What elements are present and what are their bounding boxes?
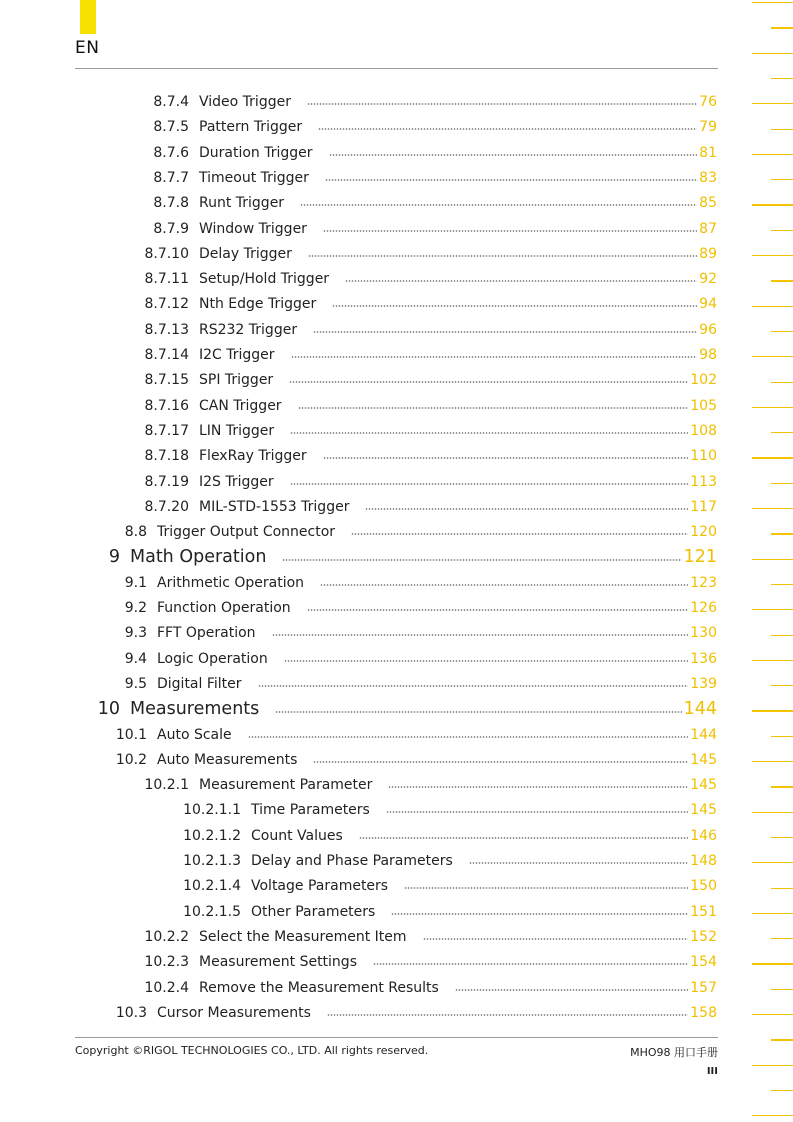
header-divider [75, 68, 718, 69]
toc-entry-title[interactable]: Other Parameters [251, 903, 376, 920]
toc-entry-title[interactable]: Digital Filter [157, 675, 242, 692]
toc-entry-title[interactable]: Select the Measurement Item [199, 928, 407, 945]
toc-entry-page[interactable]: 117 [690, 498, 717, 515]
toc-entry[interactable] [139, 243, 717, 265]
toc-entry-title[interactable]: Duration Trigger [199, 144, 313, 161]
page-number: III [706, 1066, 718, 1077]
toc-leader-dots [325, 179, 697, 181]
toc-entry-number: 10.2.1.5 [183, 903, 241, 920]
toc-entry[interactable] [139, 774, 717, 796]
toc-entry-title[interactable]: Time Parameters [251, 802, 370, 819]
toc-entry-page[interactable]: 130 [690, 625, 717, 642]
toc-entry-number: 10.1 [115, 726, 147, 743]
toc-entry-number: 8.7.20 [144, 498, 189, 515]
toc-entry-number: 10.2.4 [144, 979, 189, 996]
ruler-tick [752, 1115, 793, 1116]
toc-entry[interactable] [139, 496, 717, 518]
ruler-tick [752, 812, 793, 813]
toc-leader-dots [307, 609, 689, 611]
toc-entry-number: 8.7.17 [144, 422, 189, 439]
language-label: EN [75, 38, 100, 58]
section-tab-marker [80, 0, 96, 34]
toc-entry[interactable] [139, 142, 717, 164]
toc-entry-title[interactable]: SPI Trigger [199, 372, 274, 389]
ruler-tick [771, 989, 793, 990]
ruler-tick [752, 508, 793, 509]
toc-entry[interactable] [139, 977, 717, 999]
toc-entry-page[interactable]: 96 [699, 321, 717, 338]
toc-entry-page[interactable]: 113 [690, 473, 717, 490]
toc-leader-dots [282, 559, 681, 561]
toc-entry[interactable] [107, 673, 717, 695]
toc-entry-title[interactable]: Window Trigger [199, 220, 307, 237]
toc-entry-number: 10.2 [115, 751, 147, 768]
ruler-tick [752, 660, 793, 661]
toc-entry-number: 10.2.1.2 [183, 827, 241, 844]
toc-leader-dots [284, 660, 689, 662]
toc-entry[interactable] [107, 521, 717, 543]
toc-leader-dots [332, 305, 697, 307]
toc-entry-number: 8.7.9 [153, 220, 189, 237]
toc-entry[interactable] [139, 293, 717, 315]
toc-entry-title[interactable]: Setup/Hold Trigger [199, 271, 330, 288]
toc-leader-dots [365, 508, 688, 510]
toc-entry[interactable] [181, 875, 717, 897]
toc-entry-page[interactable]: 79 [699, 119, 717, 136]
toc-entry-title[interactable]: Measurements [130, 699, 260, 720]
toc-entry[interactable] [181, 901, 717, 923]
toc-entry-page[interactable]: 148 [690, 853, 717, 869]
ruler-tick [752, 255, 793, 256]
toc-entry-title[interactable]: Logic Operation [157, 650, 268, 667]
toc-entry-title[interactable]: FlexRay Trigger [199, 448, 307, 465]
toc-entry-page[interactable]: 85 [699, 195, 717, 212]
toc-entry-title[interactable]: Remove the Measurement Results [199, 979, 439, 996]
toc-entry-number: 8.7.11 [144, 271, 189, 288]
toc-entry-number: 8.7.8 [153, 195, 189, 212]
toc-entry[interactable] [139, 319, 717, 341]
toc-entry-number: 9.2 [124, 600, 147, 616]
toc-entry-page[interactable]: 136 [690, 650, 717, 667]
toc-entry-number: 8.7.16 [144, 397, 189, 414]
toc-entry-number: 8.7.4 [153, 94, 189, 110]
toc-entry-page[interactable]: 81 [699, 144, 717, 161]
ruler-tick [752, 913, 793, 914]
toc-entry-page[interactable]: 145 [690, 777, 717, 794]
toc-entry-number: 10.3 [115, 1004, 147, 1021]
toc-entry-number: 10.2.3 [144, 954, 189, 971]
toc-leader-dots [313, 331, 697, 333]
toc-entry[interactable] [139, 471, 717, 493]
toc-entry-title[interactable]: Auto Measurements [157, 751, 298, 768]
toc-entry-page[interactable]: 151 [690, 903, 717, 920]
toc-entry-title[interactable]: Measurement Settings [199, 954, 357, 971]
toc-leader-dots [272, 634, 689, 636]
ruler-tick [752, 862, 793, 863]
toc-entry-title[interactable]: Auto Scale [157, 726, 232, 743]
ruler-tick [771, 179, 793, 180]
ruler-tick [771, 837, 793, 838]
toc-leader-dots [318, 128, 697, 130]
ruler-tick [752, 204, 793, 205]
ruler-tick [771, 27, 793, 28]
toc-entry[interactable] [107, 622, 717, 644]
toc-entry[interactable] [139, 344, 717, 366]
ruler-tick [771, 331, 793, 332]
ruler-tick [752, 761, 793, 762]
toc-entry-page[interactable]: 108 [690, 422, 717, 439]
ruler-tick [771, 230, 793, 231]
toc-entry-number: 8.7.5 [153, 119, 189, 136]
toc-entry-number: 8.7.6 [153, 144, 189, 161]
toc-entry[interactable] [107, 572, 717, 594]
toc-entry-title[interactable]: I2C Trigger [199, 347, 275, 363]
toc-entry-title[interactable]: Math Operation [130, 547, 267, 568]
ruler-tick [771, 736, 793, 737]
toc-leader-dots [329, 154, 698, 156]
toc-entry-page[interactable]: 123 [690, 574, 717, 591]
document-title: MHO98 用口手册 [630, 1046, 718, 1059]
toc-entry[interactable] [181, 799, 717, 821]
ruler-tick [752, 559, 793, 560]
toc-leader-dots [300, 204, 697, 206]
toc-entry[interactable] [139, 268, 717, 290]
toc-entry[interactable] [139, 395, 717, 417]
ruler-tick [752, 710, 793, 711]
toc-leader-dots [313, 761, 688, 763]
toc-entry-page[interactable]: 145 [690, 802, 717, 819]
toc-entry-page[interactable]: 146 [690, 827, 717, 844]
toc-entry-number: 9.4 [124, 650, 147, 667]
toc-leader-dots [248, 736, 689, 738]
toc-entry[interactable] [139, 420, 717, 442]
ruler-tick [771, 1090, 793, 1091]
toc-entry-title[interactable]: Delay Trigger [199, 245, 292, 262]
toc-entry-title[interactable]: FFT Operation [157, 625, 256, 642]
toc-leader-dots [386, 811, 688, 813]
toc-entry[interactable] [139, 951, 717, 973]
ruler-tick [771, 483, 793, 484]
toc-entry-title[interactable]: Count Values [251, 827, 343, 844]
toc-entry-title[interactable]: Pattern Trigger [199, 119, 303, 136]
ruler-tick [752, 154, 793, 155]
margin-ruler [752, 0, 793, 1122]
ruler-tick [752, 2, 793, 3]
toc-entry[interactable] [139, 445, 717, 467]
footer-divider [75, 1037, 718, 1038]
toc-entry-number: 9 [108, 547, 120, 568]
toc-entry[interactable] [107, 1002, 717, 1024]
toc-entry-page[interactable]: 154 [690, 954, 717, 971]
ruler-tick [771, 685, 793, 686]
toc-entry[interactable] [181, 850, 717, 872]
toc-leader-dots [327, 1014, 688, 1016]
toc-entry[interactable] [139, 369, 717, 391]
toc-entry[interactable] [139, 218, 717, 240]
toc-entry-number: 9.5 [124, 675, 147, 692]
toc-entry-page[interactable]: 144 [690, 726, 717, 743]
ruler-tick [752, 407, 793, 408]
toc-entry-title[interactable]: Delay and Phase Parameters [251, 853, 453, 869]
ruler-tick [771, 1039, 793, 1040]
toc-entry-title[interactable]: Trigger Output Connector [157, 524, 336, 541]
toc-entry-page[interactable]: 139 [690, 675, 717, 692]
toc-entry-page[interactable]: 144 [683, 699, 717, 720]
toc-entry-title[interactable]: Video Trigger [199, 94, 291, 110]
toc-leader-dots [291, 356, 698, 358]
toc-entry-number: 9.1 [124, 574, 147, 591]
toc-leader-dots [290, 483, 689, 485]
ruler-tick [752, 53, 793, 54]
toc-leader-dots [351, 533, 688, 535]
toc-leader-dots [388, 786, 688, 788]
toc-entry-number: 10.2.1.4 [183, 878, 241, 895]
ruler-tick [752, 963, 793, 964]
copyright-text: Copyright ©RIGOL TECHNOLOGIES CO., LTD. All rights reserved. [75, 1044, 429, 1057]
toc-entry-title[interactable]: I2S Trigger [199, 473, 274, 490]
toc-entry-page[interactable]: 121 [683, 547, 717, 568]
toc-entry-page[interactable]: 120 [690, 524, 717, 541]
toc-entry-page[interactable]: 105 [690, 397, 717, 414]
toc-entry-number: 8.7.13 [144, 321, 189, 338]
toc-entry-page[interactable]: 157 [690, 979, 717, 996]
toc-leader-dots [455, 989, 688, 991]
ruler-tick [771, 280, 793, 281]
toc-leader-dots [308, 255, 697, 257]
toc-entry-number: 9.3 [124, 625, 147, 642]
toc-entry-number: 8.7.10 [144, 245, 189, 262]
toc-entry-page[interactable]: 89 [699, 245, 717, 262]
ruler-tick [771, 129, 793, 130]
toc-entry-number: 8.7.19 [144, 473, 189, 490]
toc-leader-dots [307, 103, 697, 105]
toc-entry-page[interactable]: 94 [699, 296, 717, 313]
ruler-tick [771, 382, 793, 383]
toc-entry-page[interactable]: 145 [690, 751, 717, 768]
toc-entry-page[interactable]: 102 [690, 372, 717, 389]
toc-leader-dots [391, 913, 688, 915]
toc-entry-title[interactable]: Measurement Parameter [199, 777, 373, 794]
toc-entry-number: 10 [97, 699, 120, 720]
toc-entry-title[interactable]: LIN Trigger [199, 422, 275, 439]
toc-leader-dots [290, 432, 688, 434]
toc-entry[interactable] [107, 597, 717, 619]
toc-entry[interactable] [181, 825, 717, 847]
toc-entry-page[interactable]: 92 [699, 271, 717, 288]
toc-entry-title[interactable]: MIL-STD-1553 Trigger [199, 498, 350, 515]
ruler-tick [752, 457, 793, 458]
toc-entry-page[interactable]: 76 [699, 94, 717, 110]
toc-entry-page[interactable]: 87 [699, 220, 717, 237]
toc-entry-title[interactable]: Cursor Measurements [157, 1004, 311, 1021]
toc-entry-number: 8.7.14 [144, 347, 189, 363]
toc-entry-title[interactable]: Runt Trigger [199, 195, 285, 212]
toc-entry-number: 10.2.1.1 [183, 802, 241, 819]
toc-entry[interactable] [139, 91, 717, 113]
ruler-tick [771, 584, 793, 585]
toc-entry-number: 8.7.12 [144, 296, 189, 313]
toc-entry-page[interactable]: 150 [690, 878, 717, 895]
toc-entry[interactable] [139, 926, 717, 948]
toc-entry-number: 10.2.1.3 [183, 853, 241, 869]
toc-leader-dots [404, 887, 688, 889]
toc-leader-dots [298, 407, 689, 409]
toc-entry[interactable] [80, 544, 717, 570]
toc-entry[interactable] [139, 192, 717, 214]
toc-entry-title[interactable]: Arithmetic Operation [157, 574, 305, 591]
toc-leader-dots [359, 837, 689, 839]
toc-entry-title[interactable]: RS232 Trigger [199, 321, 298, 338]
toc-leader-dots [469, 862, 688, 864]
toc-leader-dots [373, 963, 688, 965]
toc-entry-page[interactable]: 126 [690, 600, 717, 616]
ruler-tick [752, 609, 793, 610]
toc-entry-page[interactable]: 152 [690, 928, 717, 945]
toc-entry[interactable] [139, 167, 717, 189]
ruler-tick [771, 533, 793, 534]
ruler-tick [752, 1065, 793, 1066]
toc-entry-title[interactable]: Nth Edge Trigger [199, 296, 317, 313]
toc-entry[interactable] [107, 724, 717, 746]
toc-entry-title[interactable]: CAN Trigger [199, 397, 282, 414]
ruler-tick [752, 1014, 793, 1015]
toc-entry-number: 10.2.2 [144, 928, 189, 945]
toc-entry-number: 8.7.18 [144, 448, 189, 465]
toc-entry[interactable] [107, 749, 717, 771]
toc-entry-number: 8.7.15 [144, 372, 189, 389]
ruler-tick [771, 938, 793, 939]
toc-entry-title[interactable]: Voltage Parameters [251, 878, 389, 895]
toc-entry[interactable] [139, 116, 717, 138]
ruler-tick [752, 306, 793, 307]
toc-entry-number: 10.2.1 [144, 777, 189, 794]
toc-entry[interactable] [80, 696, 717, 722]
toc-leader-dots [320, 584, 688, 586]
toc-leader-dots [258, 685, 689, 687]
ruler-tick [771, 786, 793, 787]
ruler-tick [752, 356, 793, 357]
toc-leader-dots [323, 457, 689, 459]
toc-leader-dots [275, 711, 681, 713]
toc-entry-page[interactable]: 110 [690, 448, 717, 465]
toc-leader-dots [289, 381, 688, 383]
toc-entry[interactable] [107, 648, 717, 670]
toc-leader-dots [345, 280, 697, 282]
toc-entry-title[interactable]: Timeout Trigger [199, 169, 309, 186]
toc-leader-dots [423, 938, 689, 940]
toc-entry-page[interactable]: 83 [699, 169, 717, 186]
ruler-tick [771, 888, 793, 889]
ruler-tick [752, 103, 793, 104]
ruler-tick [771, 635, 793, 636]
ruler-tick [771, 78, 793, 79]
toc-entry-number: 8.7.7 [153, 169, 189, 186]
toc-entry-page[interactable]: 158 [690, 1004, 717, 1021]
ruler-tick [771, 432, 793, 433]
toc-leader-dots [323, 230, 697, 232]
toc-entry-number: 8.8 [124, 524, 147, 541]
toc-entry-page[interactable]: 98 [699, 347, 717, 363]
toc-entry-title[interactable]: Function Operation [157, 600, 291, 616]
